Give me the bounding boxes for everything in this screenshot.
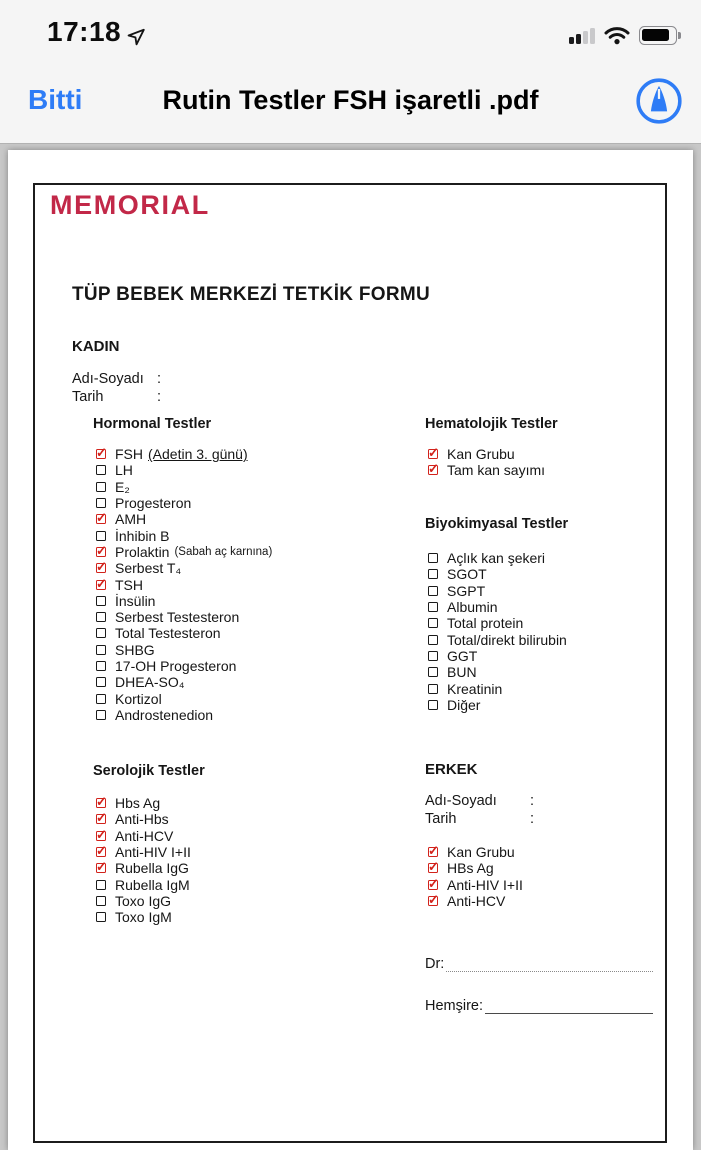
checklist-item	[93, 560, 423, 576]
checklist-item-label: Kreatinin	[447, 680, 503, 697]
checklist-item-label: Anti-HCV	[115, 827, 174, 844]
checklist-item-label: Hbs Ag	[115, 795, 161, 812]
status-bar	[0, 0, 701, 62]
checkbox-checked-icon	[428, 449, 438, 459]
checklist-item-label: Tam kan sayımı	[447, 462, 546, 479]
done-button[interactable]: Bitti	[28, 84, 83, 115]
hematolojik-checklist	[425, 446, 685, 479]
checklist-item-note: (Adetin 3. günü)	[148, 446, 248, 463]
form-field-label: Tarih	[72, 389, 104, 405]
checklist-item	[425, 462, 685, 478]
checkbox-unchecked-icon	[96, 596, 106, 606]
checklist-item	[93, 593, 423, 609]
checklist-item	[425, 893, 685, 909]
checklist-item-label: SGPT	[447, 582, 486, 599]
checklist-item-label: SHBG	[115, 641, 155, 658]
checklist-item	[425, 697, 685, 713]
checklist-item	[425, 680, 685, 696]
pdf-viewer[interactable]	[0, 144, 701, 1024]
checkbox-checked-icon	[428, 880, 438, 890]
checklist-item-label: LH	[115, 462, 133, 479]
checkbox-unchecked-icon	[428, 635, 438, 645]
markup-button[interactable]	[633, 75, 685, 127]
checkbox-unchecked-icon	[96, 645, 106, 655]
hormonal-header: Hormonal Testler	[93, 416, 212, 432]
doctor-signature-line	[446, 971, 653, 972]
form-field-row	[72, 388, 292, 406]
form-title: TÜP BEBEK MERKEZİ TETKİK FORMU	[72, 284, 431, 305]
checklist-item	[425, 664, 685, 680]
status-time: 17:18	[47, 16, 122, 47]
checklist-item-label: Serbest Testesteron	[115, 609, 240, 626]
checklist-item-label: Kan Grubu	[447, 446, 515, 463]
checkbox-unchecked-icon	[96, 612, 106, 622]
erkek-checklist	[425, 844, 685, 909]
checklist-item-label: TSH	[115, 576, 143, 593]
checkbox-checked-icon	[96, 847, 106, 857]
checklist-item-label: Androstenedion	[115, 706, 214, 723]
serolojik-header: Serolojik Testler	[93, 763, 205, 779]
checklist-item-label: Total Testesteron	[115, 625, 221, 642]
biyokimyasal-checklist	[425, 550, 685, 713]
wifi-icon	[604, 26, 630, 45]
checkbox-unchecked-icon	[96, 880, 106, 890]
checklist-item	[425, 566, 685, 582]
checklist-item	[93, 811, 423, 827]
form-field-label: Adı-Soyadı	[425, 793, 497, 809]
doctor-signature-label: Dr:	[425, 956, 445, 972]
checkbox-unchecked-icon	[96, 694, 106, 704]
checklist-item-label: Anti-HCV	[447, 893, 506, 910]
checklist-item-label: İnsülin	[115, 592, 156, 609]
checklist-item	[93, 707, 423, 723]
hormonal-checklist	[93, 446, 423, 723]
checklist-item	[93, 576, 423, 592]
checkbox-checked-icon	[96, 831, 106, 841]
checklist-item	[425, 599, 685, 615]
checklist-item-note: (Sabah aç karnına)	[174, 545, 273, 558]
checklist-item-label: Kan Grubu	[447, 844, 515, 861]
document-title: Rutin Testler FSH işaretli .pdf	[162, 85, 539, 115]
checklist-item-label: 17-OH Progesteron	[115, 658, 237, 674]
checkbox-checked-icon	[96, 514, 106, 524]
checklist-item	[93, 527, 423, 543]
checklist-item-label: GGT	[447, 647, 478, 664]
checkbox-checked-icon	[96, 580, 106, 590]
checklist-item	[425, 583, 685, 599]
checkbox-checked-icon	[96, 814, 106, 824]
checklist-item	[93, 609, 423, 625]
checkbox-unchecked-icon	[96, 677, 106, 687]
checklist-item	[425, 877, 685, 893]
checkbox-unchecked-icon	[428, 569, 438, 579]
checklist-item	[93, 625, 423, 641]
checklist-item-label: E₂	[115, 478, 130, 495]
checklist-item-label: Anti-Hbs	[115, 811, 169, 828]
checkbox-unchecked-icon	[428, 618, 438, 628]
checklist-item	[93, 893, 423, 909]
checklist-item	[93, 828, 423, 844]
nurse-signature-row	[425, 994, 653, 1014]
checkbox-unchecked-icon	[428, 684, 438, 694]
form-field-colon: :	[157, 389, 162, 405]
checkbox-checked-icon	[96, 449, 106, 459]
nurse-signature-label: Hemşire:	[425, 998, 484, 1014]
markup-pen-icon	[634, 76, 684, 126]
cellular-signal-icon	[569, 27, 595, 44]
checkbox-unchecked-icon	[96, 465, 106, 475]
battery-icon	[639, 26, 677, 45]
checklist-item-label: Anti-HIV I+II	[115, 844, 191, 861]
checkbox-checked-icon	[96, 547, 106, 557]
checklist-item-label: Rubella IgM	[115, 876, 190, 893]
checklist-item	[93, 495, 423, 511]
form-field-label: Adı-Soyadı	[72, 371, 144, 387]
checklist-item-label: Açlık kan şekeri	[447, 550, 546, 567]
checkbox-checked-icon	[96, 798, 106, 808]
checkbox-checked-icon	[96, 563, 106, 573]
section-erkek-label: ERKEK	[425, 761, 478, 778]
nurse-signature-line	[485, 1013, 653, 1014]
checklist-item	[93, 642, 423, 658]
checklist-item	[93, 446, 423, 462]
checklist-item	[425, 860, 685, 876]
checkbox-unchecked-icon	[96, 531, 106, 541]
checkbox-unchecked-icon	[96, 661, 106, 671]
doctor-signature-row	[425, 952, 653, 972]
nav-bar	[0, 62, 701, 144]
kadin-fields	[72, 370, 292, 406]
location-arrow-icon	[127, 24, 149, 46]
serolojik-checklist	[93, 795, 423, 925]
form-field-label: Tarih	[425, 811, 457, 827]
checklist-item	[93, 844, 423, 860]
checkbox-unchecked-icon	[96, 710, 106, 720]
checkbox-unchecked-icon	[96, 628, 106, 638]
checklist-item-label: Toxo IgM	[115, 909, 172, 926]
checklist-item-label: Prolaktin	[115, 543, 170, 560]
checkbox-checked-icon	[428, 896, 438, 906]
checklist-item	[425, 844, 685, 860]
checklist-item	[425, 615, 685, 631]
checkbox-unchecked-icon	[428, 553, 438, 563]
biyokimyasal-header: Biyokimyasal Testler	[425, 516, 569, 532]
checklist-item	[93, 690, 423, 706]
checklist-item	[93, 909, 423, 925]
form-field-row	[425, 810, 645, 828]
checklist-item-label: HBs Ag	[447, 860, 494, 877]
checkbox-unchecked-icon	[428, 602, 438, 612]
checkbox-checked-icon	[428, 465, 438, 475]
checklist-item-label: Serbest T₄	[115, 560, 182, 577]
form-field-row	[72, 370, 292, 388]
form-field-row	[425, 792, 645, 810]
checklist-item	[425, 631, 685, 647]
checklist-item-label: Kortizol	[115, 690, 162, 707]
checklist-item-label: DHEA-SO₄	[115, 674, 185, 691]
checkbox-unchecked-icon	[96, 912, 106, 922]
checklist-item-label: AMH	[115, 511, 147, 528]
checklist-item	[93, 795, 423, 811]
hematolojik-header: Hematolojik Testler	[425, 416, 558, 432]
checkbox-unchecked-icon	[96, 498, 106, 508]
erkek-fields	[425, 792, 645, 828]
checklist-item-label: Total/direkt bilirubin	[447, 631, 567, 648]
form-field-colon: :	[157, 371, 162, 387]
status-icons	[569, 26, 677, 45]
checklist-item-label: Albumin	[447, 599, 498, 616]
checklist-item	[425, 550, 685, 566]
checklist-item-label: SGOT	[447, 566, 487, 583]
checklist-item	[93, 658, 423, 674]
checklist-item-label: Progesteron	[115, 495, 192, 512]
checkbox-unchecked-icon	[428, 651, 438, 661]
form-field-colon: :	[530, 793, 535, 809]
section-kadin-label: KADIN	[72, 338, 120, 355]
checkbox-checked-icon	[428, 863, 438, 873]
checklist-item	[425, 446, 685, 462]
checklist-item-label: BUN	[447, 664, 477, 681]
memorial-logo: MEMORIAL	[50, 190, 210, 220]
checklist-item	[93, 479, 423, 495]
checkbox-checked-icon	[96, 863, 106, 873]
checklist-item	[425, 648, 685, 664]
checklist-item	[93, 462, 423, 478]
checklist-item-label: Toxo IgG	[115, 892, 172, 909]
checklist-item-label: Anti-HIV I+II	[447, 876, 523, 893]
checklist-item	[93, 860, 423, 876]
checkbox-unchecked-icon	[428, 667, 438, 677]
checklist-item	[93, 544, 423, 560]
checklist-item	[93, 511, 423, 527]
checkbox-unchecked-icon	[96, 896, 106, 906]
checklist-item-label: Diğer	[447, 696, 481, 713]
checklist-item-label: FSH	[115, 446, 143, 463]
form-field-colon: :	[530, 811, 535, 827]
checklist-item-label: Rubella IgG	[115, 860, 189, 877]
pdf-page	[8, 150, 693, 1150]
checkbox-unchecked-icon	[428, 700, 438, 710]
checkbox-unchecked-icon	[96, 482, 106, 492]
checklist-item	[93, 876, 423, 892]
checklist-item-label: İnhibin B	[115, 527, 170, 544]
checklist-item-label: Total protein	[447, 615, 524, 632]
checkbox-unchecked-icon	[428, 586, 438, 596]
checkbox-checked-icon	[428, 847, 438, 857]
checklist-item	[93, 674, 423, 690]
